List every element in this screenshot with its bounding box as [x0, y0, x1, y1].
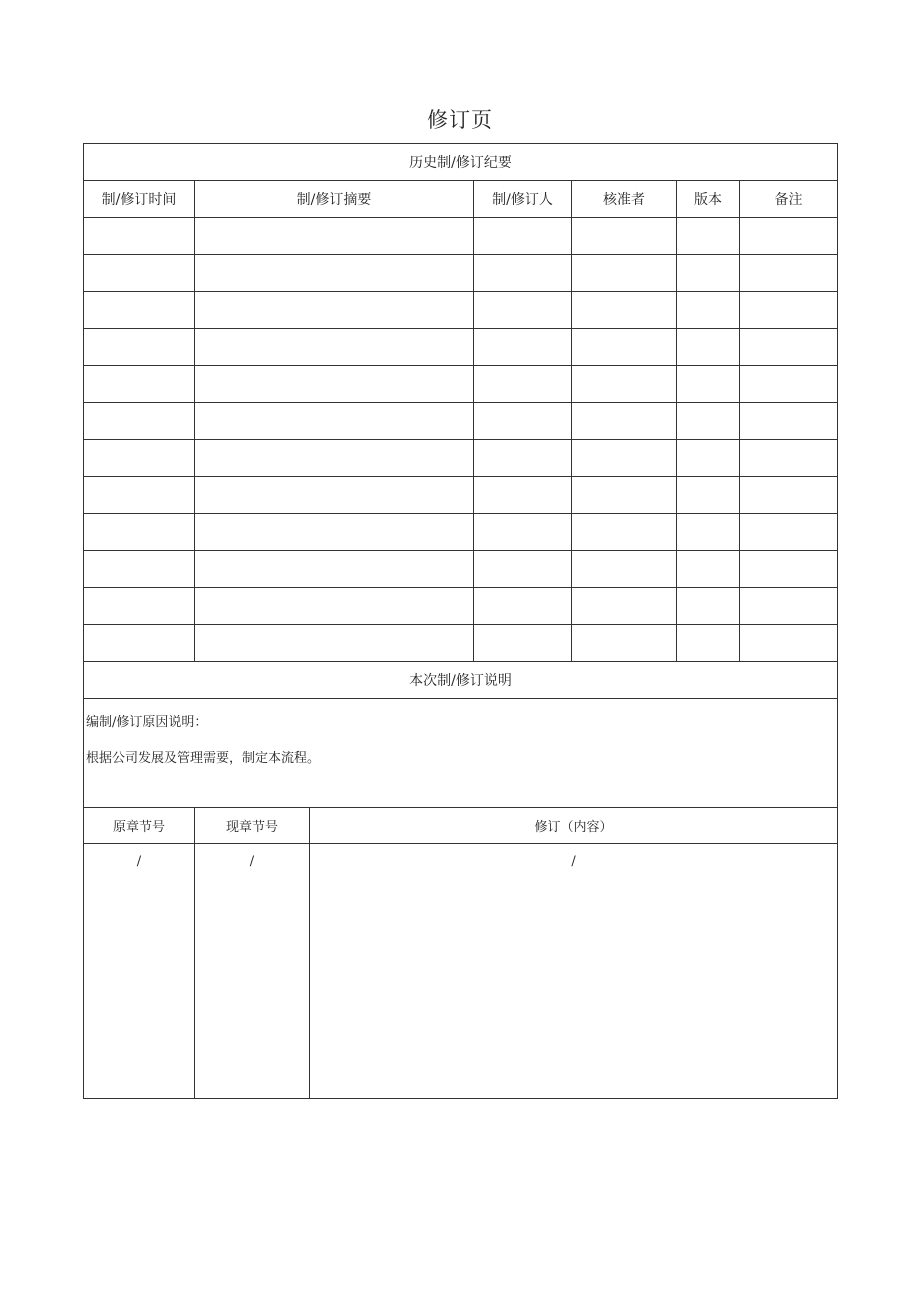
- table-row: [84, 588, 838, 625]
- table-cell: [740, 366, 838, 403]
- table-cell: [677, 477, 740, 514]
- revision-history-table: [83, 143, 838, 662]
- table-cell: [572, 477, 677, 514]
- table-cell: [195, 844, 310, 1099]
- table-cell: [572, 255, 677, 292]
- table-cell: [474, 329, 572, 366]
- table-cell: [195, 588, 474, 625]
- table-cell: [677, 403, 740, 440]
- table-row: [84, 625, 838, 662]
- column-header: 原章节号: [84, 808, 195, 844]
- table-cell: [474, 255, 572, 292]
- change-header-row: [84, 808, 838, 844]
- table-cell: [84, 588, 195, 625]
- table-cell: [84, 366, 195, 403]
- table-row: [84, 292, 838, 329]
- table-row: [84, 403, 838, 440]
- table-cell: [677, 366, 740, 403]
- table-cell: [572, 625, 677, 662]
- table-row: [84, 551, 838, 588]
- table-cell: [572, 588, 677, 625]
- table-cell: [474, 625, 572, 662]
- current-revision-table: [83, 661, 838, 1099]
- table-cell: [677, 551, 740, 588]
- table-cell: [84, 218, 195, 255]
- table-cell: [740, 625, 838, 662]
- table-cell: [740, 588, 838, 625]
- table-cell: [310, 844, 838, 1099]
- table-cell: [195, 514, 474, 551]
- table-cell: [740, 329, 838, 366]
- table-cell: [84, 403, 195, 440]
- page-title: 修订页: [427, 108, 493, 132]
- table-cell: [572, 403, 677, 440]
- table-row: [84, 255, 838, 292]
- table-cell: [572, 292, 677, 329]
- table-cell: [84, 844, 195, 1099]
- table-cell: [195, 477, 474, 514]
- table-cell: [740, 477, 838, 514]
- table-cell: [474, 477, 572, 514]
- column-header: 现章节号: [195, 808, 310, 844]
- table-cell: [474, 218, 572, 255]
- table-row: [84, 218, 838, 255]
- table-row: [84, 366, 838, 403]
- table-cell: [677, 292, 740, 329]
- table-cell: [195, 403, 474, 440]
- table-cell: [195, 292, 474, 329]
- table-cell: [84, 292, 195, 329]
- table-cell: [195, 366, 474, 403]
- column-header: 核准者: [572, 181, 677, 218]
- table-cell: [84, 329, 195, 366]
- table-cell: [740, 514, 838, 551]
- table-cell: [195, 218, 474, 255]
- table-cell: [740, 440, 838, 477]
- history-rows: [84, 218, 838, 662]
- table-cell: [195, 551, 474, 588]
- table-cell: [740, 292, 838, 329]
- table-cell: [572, 329, 677, 366]
- table-cell: [677, 329, 740, 366]
- table-cell: [84, 551, 195, 588]
- table-cell: [677, 218, 740, 255]
- table-cell: [84, 255, 195, 292]
- revision-content-value: /: [571, 854, 576, 869]
- table-cell: [474, 403, 572, 440]
- table-cell: [474, 514, 572, 551]
- reason-label: 编制/修订原因说明：: [86, 715, 208, 730]
- original-section-value: /: [136, 854, 142, 869]
- table-cell: [474, 292, 572, 329]
- reason-text: 根据公司发展及管理需要，制定本流程。: [86, 751, 321, 766]
- column-header: 版本: [677, 181, 740, 218]
- column-header: 制/修订人: [474, 181, 572, 218]
- table-cell: [740, 403, 838, 440]
- table-cell: [677, 588, 740, 625]
- reason-cell: [84, 699, 838, 808]
- table-cell: [474, 366, 572, 403]
- table-cell: [740, 551, 838, 588]
- table-cell: [572, 551, 677, 588]
- table-cell: [677, 255, 740, 292]
- table-cell: [572, 218, 677, 255]
- history-header-row: [84, 181, 838, 218]
- table-cell: [84, 625, 195, 662]
- table-cell: [84, 514, 195, 551]
- table-cell: [195, 440, 474, 477]
- column-header: 备注: [740, 181, 838, 218]
- table-cell: [572, 440, 677, 477]
- table-cell: [84, 440, 195, 477]
- column-header: 制/修订时间: [84, 181, 195, 218]
- table-row: [84, 329, 838, 366]
- table-cell: [677, 514, 740, 551]
- table-cell: [474, 440, 572, 477]
- table-cell: [195, 625, 474, 662]
- column-header: 制/修订摘要: [195, 181, 474, 218]
- table-cell: [572, 514, 677, 551]
- change-row: [84, 844, 838, 1099]
- table-cell: [740, 255, 838, 292]
- history-section-title: 历史制/修订纪要: [84, 144, 838, 181]
- table-row: [84, 514, 838, 551]
- table-cell: [195, 329, 474, 366]
- table-cell: [677, 440, 740, 477]
- current-section-title: 本次制/修订说明: [84, 662, 838, 699]
- table-cell: [740, 218, 838, 255]
- column-header: 修订（内容）: [310, 808, 838, 844]
- table-cell: [195, 255, 474, 292]
- table-row: [84, 440, 838, 477]
- table-cell: [84, 477, 195, 514]
- current-section-value: /: [249, 854, 255, 869]
- table-cell: [474, 588, 572, 625]
- table-cell: [572, 366, 677, 403]
- table-cell: [474, 551, 572, 588]
- table-row: [84, 477, 838, 514]
- table-cell: [677, 625, 740, 662]
